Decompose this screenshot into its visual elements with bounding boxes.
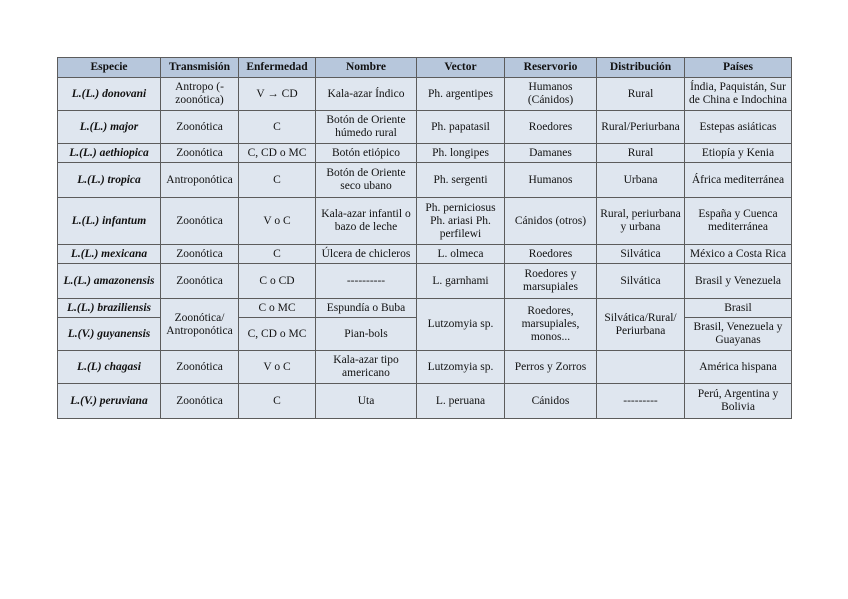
table-row bbox=[58, 299, 792, 318]
cell-vector: Ph. sergenti bbox=[417, 163, 505, 198]
cell-enfermedad: C o CD bbox=[239, 264, 316, 299]
cell-vector: Lutzomyia sp. bbox=[417, 351, 505, 384]
header-row bbox=[58, 58, 792, 78]
cell-enfermedad: C bbox=[239, 245, 316, 264]
cell-distribucion: Rural, periurbana y urbana bbox=[597, 198, 685, 245]
cell-transmision: Antroponótica bbox=[161, 163, 239, 198]
cell-nombre: Pian-bols bbox=[316, 318, 417, 351]
cell-reservorio: Humanos (Cánidos) bbox=[505, 78, 597, 111]
cell-paises: Índia, Paquistán, Sur de China e Indochina bbox=[685, 78, 792, 111]
cell-especie: L.(V.) peruviana bbox=[58, 384, 161, 419]
table-row bbox=[58, 78, 792, 111]
header-transmision: Transmisión bbox=[161, 58, 239, 78]
cell-distribucion: Silvática bbox=[597, 245, 685, 264]
header-paises: Países bbox=[685, 58, 792, 78]
cell-nombre: Kala-azar infantil o bazo de leche bbox=[316, 198, 417, 245]
cell-enfermedad: C bbox=[239, 384, 316, 419]
cell-paises: España y Cuenca mediterránea bbox=[685, 198, 792, 245]
cell-transmision: Zoonótica bbox=[161, 245, 239, 264]
cell-especie: L.(L.) mexicana bbox=[58, 245, 161, 264]
cell-transmision: Zoonótica bbox=[161, 198, 239, 245]
cell-enfermedad: V o C bbox=[239, 351, 316, 384]
cell-paises: Brasil y Venezuela bbox=[685, 264, 792, 299]
cell-paises: Perú, Argentina y Bolivia bbox=[685, 384, 792, 419]
table-row bbox=[58, 245, 792, 264]
cell-distribucion: Urbana bbox=[597, 163, 685, 198]
cell-distribucion: Rural/Periurbana bbox=[597, 111, 685, 144]
cell-transmision: Zoonótica bbox=[161, 144, 239, 163]
table-row bbox=[58, 351, 792, 384]
leishmania-table bbox=[57, 57, 792, 419]
cell-transmision: Zoonótica bbox=[161, 111, 239, 144]
cell-nombre: Espundía o Buba bbox=[316, 299, 417, 318]
cell-vector: Ph. perniciosus Ph. ariasi Ph. perfilewi bbox=[417, 198, 505, 245]
cell-nombre: Botón etiópico bbox=[316, 144, 417, 163]
cell-reservorio: Perros y Zorros bbox=[505, 351, 597, 384]
cell-distribucion: --------- bbox=[597, 384, 685, 419]
cell-vector: L. garnhami bbox=[417, 264, 505, 299]
cell-distribucion-merged: Silvática/Rural/ Periurbana bbox=[597, 299, 685, 351]
cell-especie: L.(L.) tropica bbox=[58, 163, 161, 198]
table-row bbox=[58, 163, 792, 198]
table-row bbox=[58, 144, 792, 163]
cell-paises: Brasil bbox=[685, 299, 792, 318]
cell-nombre: Botón de Oriente húmedo rural bbox=[316, 111, 417, 144]
cell-especie: L.(L.) aethiopica bbox=[58, 144, 161, 163]
cell-nombre: Kala-azar tipo americano bbox=[316, 351, 417, 384]
cell-reservorio: Cánidos (otros) bbox=[505, 198, 597, 245]
cell-paises: América hispana bbox=[685, 351, 792, 384]
cell-especie: L.(L.) braziliensis bbox=[58, 299, 161, 318]
cell-especie: L.(L.) infantum bbox=[58, 198, 161, 245]
cell-vector-merged: Lutzomyia sp. bbox=[417, 299, 505, 351]
cell-reservorio: Roedores bbox=[505, 111, 597, 144]
cell-transmision: Zoonótica bbox=[161, 351, 239, 384]
cell-transmision-merged: Zoonótica/ Antroponótica bbox=[161, 299, 239, 351]
cell-enfermedad: C o MC bbox=[239, 299, 316, 318]
table-row bbox=[58, 198, 792, 245]
cell-vector: Ph. longipes bbox=[417, 144, 505, 163]
cell-reservorio: Roedores bbox=[505, 245, 597, 264]
header-enfermedad: Enfermedad bbox=[239, 58, 316, 78]
cell-especie: L.(L) chagasi bbox=[58, 351, 161, 384]
header-reservorio: Reservorio bbox=[505, 58, 597, 78]
cell-paises: Etiopía y Kenia bbox=[685, 144, 792, 163]
cell-enfermedad: C, CD o MC bbox=[239, 144, 316, 163]
cell-transmision: Antropo (-zoonótica) bbox=[161, 78, 239, 111]
cell-enfermedad: V o C bbox=[239, 198, 316, 245]
cell-nombre: Kala-azar Índico bbox=[316, 78, 417, 111]
cell-nombre: Úlcera de chicleros bbox=[316, 245, 417, 264]
cell-distribucion bbox=[597, 351, 685, 384]
header-especie: Especie bbox=[58, 58, 161, 78]
header-vector: Vector bbox=[417, 58, 505, 78]
cell-paises: África mediterránea bbox=[685, 163, 792, 198]
cell-nombre: ---------- bbox=[316, 264, 417, 299]
cell-transmision: Zoonótica bbox=[161, 264, 239, 299]
cell-vector: L. peruana bbox=[417, 384, 505, 419]
cell-vector: Ph. argentipes bbox=[417, 78, 505, 111]
cell-distribucion: Silvática bbox=[597, 264, 685, 299]
cell-enfermedad: V → CD bbox=[239, 78, 316, 111]
cell-especie: L.(L.) donovani bbox=[58, 78, 161, 111]
cell-vector: Ph. papatasil bbox=[417, 111, 505, 144]
cell-nombre: Botón de Oriente seco ubano bbox=[316, 163, 417, 198]
cell-paises: Brasil, Venezuela y Guayanas bbox=[685, 318, 792, 351]
cell-distribucion: Rural bbox=[597, 144, 685, 163]
header-distribucion: Distribución bbox=[597, 58, 685, 78]
cell-enfermedad: C bbox=[239, 111, 316, 144]
cell-reservorio: Damanes bbox=[505, 144, 597, 163]
cell-transmision: Zoonótica bbox=[161, 384, 239, 419]
cell-especie: L.(L.) amazonensis bbox=[58, 264, 161, 299]
cell-enfermedad: C bbox=[239, 163, 316, 198]
cell-especie: L.(V.) guyanensis bbox=[58, 318, 161, 351]
cell-enfermedad: C, CD o MC bbox=[239, 318, 316, 351]
cell-nombre: Uta bbox=[316, 384, 417, 419]
header-nombre: Nombre bbox=[316, 58, 417, 78]
cell-paises: México a Costa Rica bbox=[685, 245, 792, 264]
cell-paises: Estepas asiáticas bbox=[685, 111, 792, 144]
table-row bbox=[58, 111, 792, 144]
cell-vector: L. olmeca bbox=[417, 245, 505, 264]
cell-reservorio: Humanos bbox=[505, 163, 597, 198]
cell-reservorio: Cánidos bbox=[505, 384, 597, 419]
cell-distribucion: Rural bbox=[597, 78, 685, 111]
cell-reservorio: Roedores y marsupiales bbox=[505, 264, 597, 299]
table-row bbox=[58, 384, 792, 419]
cell-especie: L.(L.) major bbox=[58, 111, 161, 144]
table-row bbox=[58, 264, 792, 299]
cell-reservorio-merged: Roedores, marsupiales, monos... bbox=[505, 299, 597, 351]
